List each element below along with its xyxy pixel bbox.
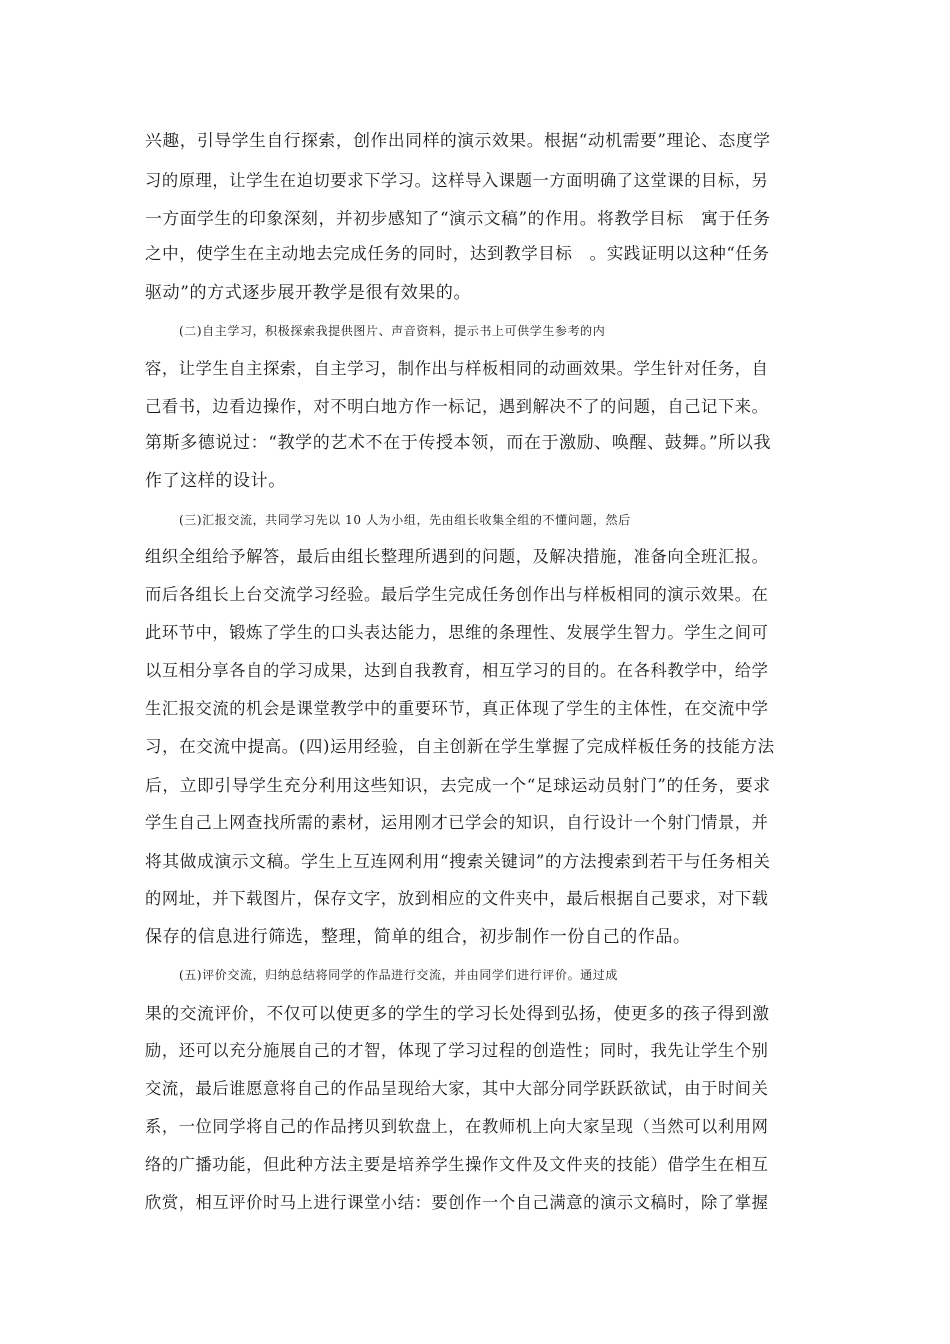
paragraph-line: 果的交流评价，不仅可以使更多的学生的学习长处得到弘扬，使更多的孩子得到激 <box>145 1003 770 1023</box>
paragraph-line: 学生自己上网查找所需的素材，运用刚才已学会的知识，自行设计一个射门情景，并 <box>145 813 769 832</box>
paragraph-line: 励，还可以充分施展自己的才智，体现了学习过程的创造性；同时，我先让学生个别 <box>145 1041 769 1060</box>
paragraph-line: 容，让学生自主探索，自主学习，制作出与样板相同的动画效果。学生针对任务，自 <box>145 359 769 378</box>
paragraph-line: 习，在交流中提高。(四)运用经验，自主创新在学生掌握了完成样板任务的技能方法 <box>145 737 775 756</box>
paragraph-line: (五)评价交流，归纳总结将同学的作品进行交流，并由同学们进行评价。通过成 <box>179 968 618 982</box>
paragraph-line: 络的广播功能，但此种方法主要是培养学生操作文件及文件夹的技能）借学生在相互 <box>145 1155 769 1174</box>
paragraph-line: 兴趣，引导学生自行探索，创作出同样的演示效果。根据“动机需要”理论、态度学 <box>145 130 771 150</box>
paragraph-line: 作了这样的设计。 <box>145 471 286 491</box>
paragraph-line: 此环节中，锻炼了学生的口头表达能力，思维的条理性、发展学生智力。学生之间可 <box>145 623 769 642</box>
paragraph-line: 己看书，边看边操作，对不明白地方作一标记，遇到解决不了的问题，自己记下来。 <box>145 397 769 416</box>
paragraph-line: 而后各组长上台交流学习经验。最后学生完成任务创作出与样板相同的演示效果。在 <box>145 585 769 604</box>
paragraph-line: 系，一位同学将自己的作品拷贝到软盘上，在教师机上向大家呈现（当然可以利用网 <box>145 1117 769 1136</box>
paragraph-line: 后，立即引导学生充分利用这些知识，去完成一个“足球运动员射门”的任务，要求 <box>145 775 771 795</box>
paragraph-line: 将其做成演示文稿。学生上互连网利用“搜索关键词”的方法搜索到若干与任务相关 <box>145 851 771 871</box>
paragraph-line: 之中，使学生在主动地去完成任务的同时，达到教学目标 。实践证明以这种“任务 <box>145 244 770 263</box>
paragraph-line: 驱动”的方式逐步展开教学是很有效果的。 <box>145 283 472 303</box>
paragraph-line: 的网址，并下载图片，保存文字，放到相应的文件夹中，最后根据自己要求，对下载 <box>145 889 769 908</box>
paragraph-line: 组织全组给予解答，最后由组长整理所遇到的问题，及解决措施，准备向全班汇报。 <box>145 547 769 566</box>
paragraph-line: (三)汇报交流，共同学习先以 10 人为小组，先由组长收集全组的不懂问题，然后 <box>179 513 631 527</box>
paragraph-line: (二)自主学习，积极探索我提供图片、声音资料，提示书上可供学生参考的内 <box>179 324 606 338</box>
paragraph-line: 第斯多德说过：“教学的艺术不在于传授本领，而在于激励、唤醒、鼓舞。”所以我 <box>145 433 772 453</box>
paragraph-line: 生汇报交流的机会是课堂教学中的重要环节，真正体现了学生的主体性，在交流中学 <box>145 699 769 718</box>
paragraph-line: 欣赏，相互评价时马上进行课堂小结：要创作一个自己满意的演示文稿时，除了掌握 <box>145 1193 769 1212</box>
paragraph-line: 保存的信息进行筛选，整理，简单的组合，初步制作一份自己的作品。 <box>145 927 691 947</box>
paragraph-line: 以互相分享各自的学习成果，达到自我教育，相互学习的目的。在各科教学中，给学 <box>145 661 769 680</box>
paragraph-line: 一方面学生的印象深刻，并初步感知了“演示文稿”的作用。将教学目标 寓于任务 <box>145 208 771 228</box>
paragraph-line: 交流，最后谁愿意将自己的作品呈现给大家，其中大部分同学跃跃欲试，由于时间关 <box>145 1079 769 1098</box>
paragraph-line: 习的原理，让学生在迫切要求下学习。这样导入课题一方面明确了这堂课的目标，另 <box>145 171 769 190</box>
